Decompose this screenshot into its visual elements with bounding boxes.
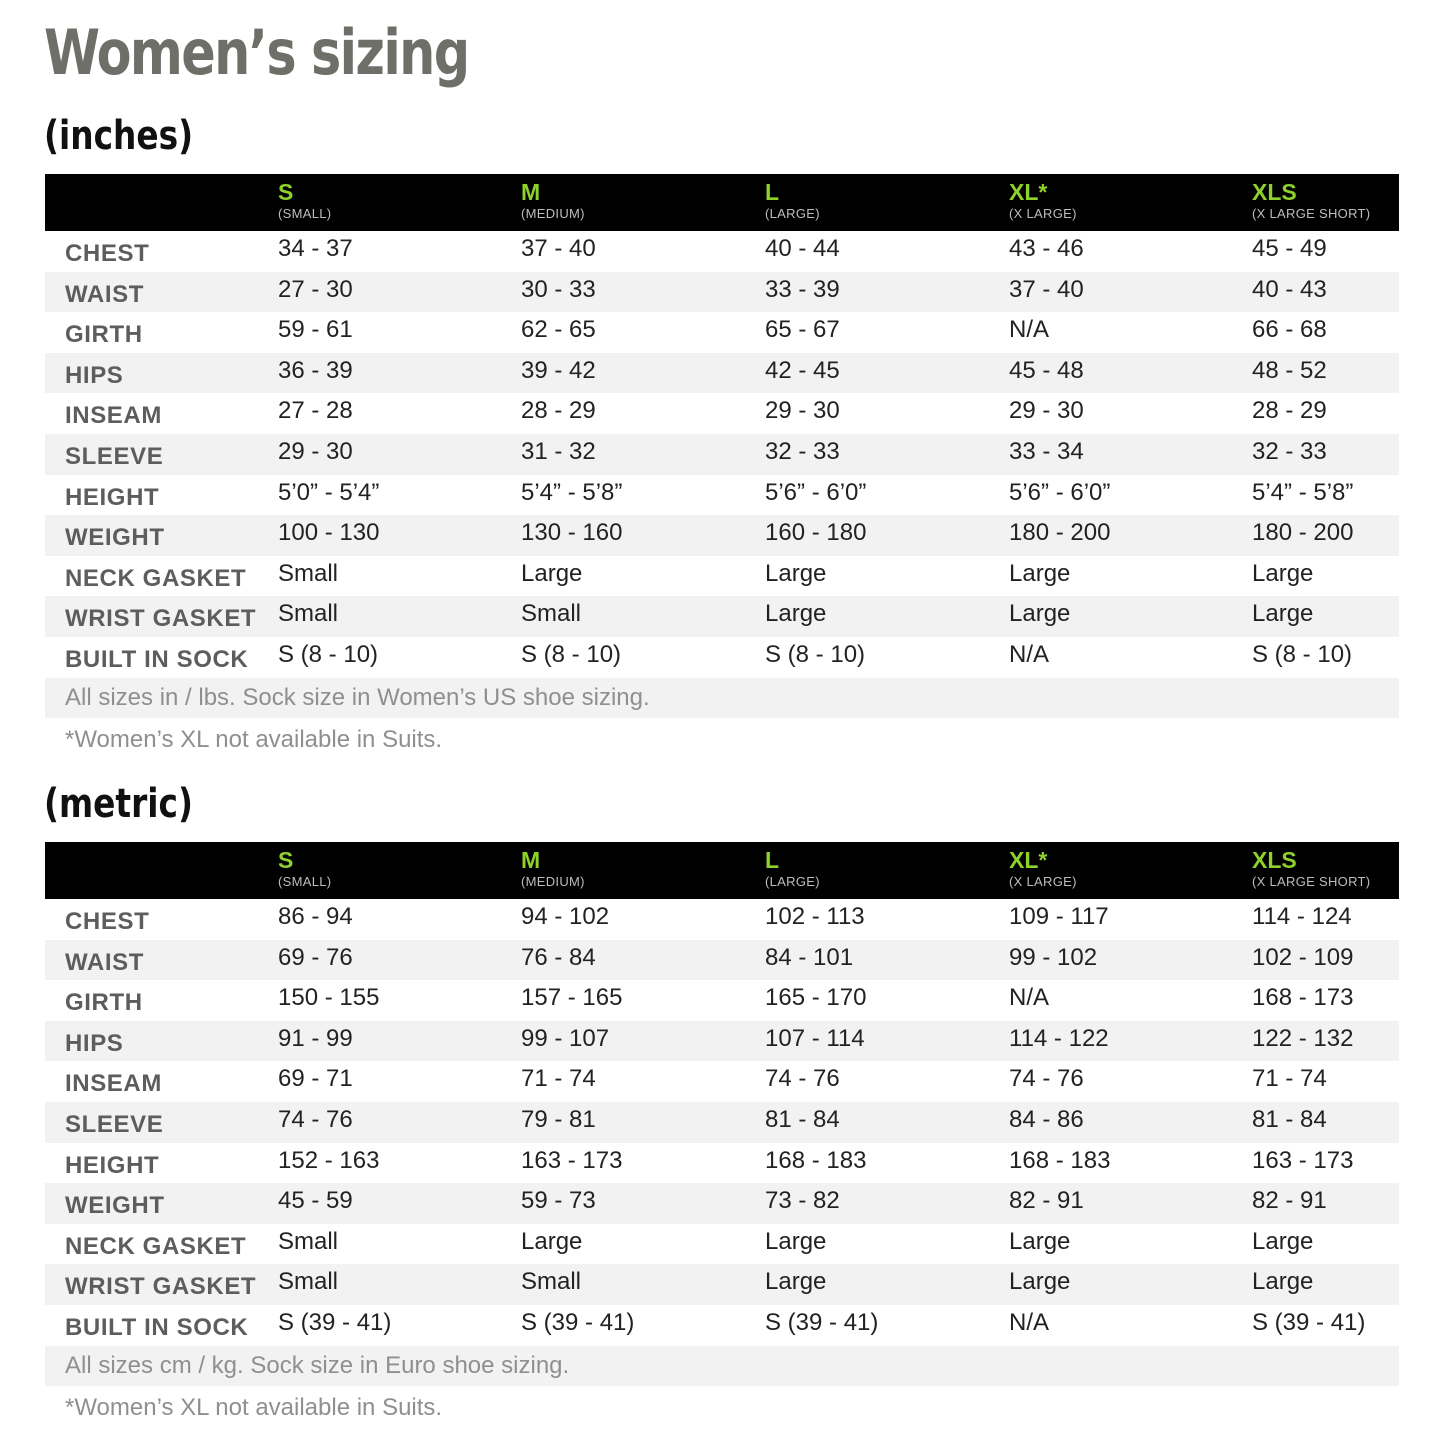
table-row (45, 272, 1399, 313)
table-cell: 81 - 84 (765, 1105, 840, 1133)
table-cell: 79 - 81 (521, 1105, 596, 1133)
row-label: HIPS (65, 1029, 124, 1057)
table-cell: 180 - 200 (1009, 519, 1111, 547)
row-label: CHEST (65, 908, 150, 935)
table-cell: Large (1252, 559, 1314, 587)
table-row (45, 231, 1399, 272)
table-cell: 45 - 48 (1009, 356, 1084, 384)
table-cell: Large (765, 1227, 827, 1255)
table-cell: 122 - 132 (1252, 1024, 1354, 1052)
row-label: SLEEVE (65, 1110, 164, 1138)
table-cell: 160 - 180 (765, 519, 867, 547)
table-row (45, 980, 1399, 1021)
row-label: GIRTH (65, 321, 143, 349)
row-label: WRIST GASKET (65, 1273, 257, 1301)
table-cell: 28 - 29 (521, 397, 596, 425)
table-cell: 150 - 155 (278, 984, 380, 1012)
table-cell: Large (1009, 1227, 1071, 1255)
size-description: (MEDIUM) (521, 206, 585, 221)
table-cell: 29 - 30 (1009, 397, 1084, 425)
table-cell: 29 - 30 (278, 437, 353, 465)
size-table-inches (45, 174, 1399, 718)
table-cell: 84 - 86 (1009, 1105, 1084, 1133)
table-cell: Large (521, 1227, 583, 1255)
table-cell: 74 - 76 (278, 1105, 353, 1133)
size-column-header (521, 847, 585, 891)
table-cell: 29 - 30 (765, 397, 840, 425)
table-cell: Large (1009, 600, 1071, 628)
page-title: Women’s sizing (44, 16, 469, 89)
table-row (45, 1224, 1399, 1265)
table-cell: 71 - 74 (521, 1065, 596, 1093)
size-column-header (521, 179, 585, 223)
table-cell: 5’6” - 6’0” (765, 478, 867, 506)
size-code: XL* (1009, 179, 1048, 205)
table-cell: 59 - 73 (521, 1187, 596, 1215)
table-cell: 157 - 165 (521, 984, 623, 1012)
table-cell: S (39 - 41) (521, 1308, 635, 1336)
table-cell: Small (278, 1268, 339, 1296)
size-code: M (521, 179, 541, 205)
row-label: HEIGHT (65, 483, 160, 511)
table-header (45, 174, 1399, 231)
table-cell: Large (1252, 1268, 1314, 1296)
table-row (45, 899, 1399, 940)
table-row (45, 1305, 1399, 1346)
table-cell: 5’4” - 5’8” (521, 478, 623, 506)
row-label: NECK GASKET (65, 564, 247, 592)
size-description: (MEDIUM) (521, 874, 585, 889)
table-row (45, 637, 1399, 678)
table-cell: 33 - 34 (1009, 437, 1084, 465)
table-cell: 168 - 173 (1252, 984, 1354, 1012)
table-cell: 40 - 43 (1252, 275, 1327, 303)
table-cell: Small (278, 1227, 339, 1255)
footnote-metric: *Women’s XL not available in Suits. (65, 1394, 443, 1421)
table-cell: S (8 - 10) (521, 640, 622, 668)
table-cell: 99 - 102 (1009, 943, 1098, 971)
size-column-header (1252, 847, 1370, 891)
size-description: (LARGE) (765, 874, 820, 889)
table-cell: 168 - 183 (1009, 1146, 1111, 1174)
table-cell: 33 - 39 (765, 275, 840, 303)
table-row (45, 1264, 1399, 1305)
row-label: HEIGHT (65, 1151, 160, 1179)
table-cell: 31 - 32 (521, 437, 596, 465)
table-cell: S (8 - 10) (278, 640, 379, 668)
table-cell: S (39 - 41) (765, 1308, 879, 1336)
table-cell: 5’0” - 5’4” (278, 478, 380, 506)
table-cell: 102 - 113 (765, 903, 865, 930)
size-description: (X LARGE SHORT) (1252, 206, 1371, 221)
table-row (45, 596, 1399, 637)
row-label: INSEAM (65, 402, 162, 430)
table-cell: Large (1009, 1268, 1071, 1296)
table-cell: 36 - 39 (278, 356, 353, 384)
size-description: (SMALL) (278, 206, 332, 221)
table-cell: N/A (1009, 316, 1050, 344)
table-cell: 71 - 74 (1252, 1065, 1327, 1093)
table-note-row (45, 678, 1399, 718)
table-row (45, 434, 1399, 475)
table-cell: Large (521, 559, 583, 587)
size-description: (X LARGE) (1009, 874, 1077, 889)
table-cell: 48 - 52 (1252, 356, 1327, 384)
table-cell: 32 - 33 (1252, 437, 1327, 465)
size-code: XL* (1009, 847, 1048, 873)
table-cell: 27 - 30 (278, 275, 353, 303)
table-row (45, 556, 1399, 597)
table-cell: 76 - 84 (521, 943, 596, 971)
table-cell: 42 - 45 (765, 356, 840, 384)
table-cell: N/A (1009, 984, 1050, 1012)
table-cell: 74 - 76 (1009, 1065, 1084, 1093)
table-cell: 28 - 29 (1252, 397, 1327, 425)
table-cell: S (8 - 10) (1252, 640, 1353, 668)
table-cell: 30 - 33 (521, 275, 596, 303)
size-column-header (765, 179, 820, 223)
table-cell: 99 - 107 (521, 1024, 610, 1052)
table-cell: 168 - 183 (765, 1146, 867, 1174)
table-cell: 100 - 130 (278, 519, 380, 547)
table-cell: 73 - 82 (765, 1187, 840, 1215)
table-cell: 163 - 173 (1252, 1146, 1354, 1174)
table-cell: 43 - 46 (1009, 235, 1084, 262)
row-label: GIRTH (65, 989, 143, 1017)
size-column-header (1009, 179, 1077, 223)
table-cell: 81 - 84 (1252, 1105, 1327, 1133)
size-description: (SMALL) (278, 874, 332, 889)
table-cell: 84 - 101 (765, 943, 854, 971)
table-row (45, 940, 1399, 981)
row-label: WRIST GASKET (65, 605, 257, 633)
table-cell: N/A (1009, 640, 1050, 668)
table-row (45, 1143, 1399, 1184)
table-cell: 165 - 170 (765, 984, 867, 1012)
size-column-header (765, 847, 820, 891)
table-row (45, 353, 1399, 394)
size-description: (LARGE) (765, 206, 820, 221)
table-row (45, 1183, 1399, 1224)
table-cell: Small (278, 600, 339, 628)
table-note-row (45, 1346, 1399, 1386)
table-cell: Large (765, 600, 827, 628)
table-cell: 66 - 68 (1252, 316, 1327, 344)
size-column-header (1252, 179, 1370, 223)
table-cell: 94 - 102 (521, 903, 610, 930)
section-title-inches: (inches) (44, 113, 194, 159)
table-cell: Small (521, 1268, 582, 1296)
table-cell: 152 - 163 (278, 1146, 380, 1174)
size-code: L (765, 847, 780, 873)
table-cell: 5’4” - 5’8” (1252, 478, 1354, 506)
size-code: L (765, 179, 780, 205)
table-cell: 27 - 28 (278, 397, 353, 425)
row-label: SLEEVE (65, 442, 164, 470)
table-cell: 5’6” - 6’0” (1009, 478, 1111, 506)
table-cell: 40 - 44 (765, 235, 840, 262)
table-cell: 130 - 160 (521, 519, 623, 547)
table-cell: 102 - 109 (1252, 943, 1354, 971)
table-cell: 82 - 91 (1252, 1187, 1327, 1215)
table-cell: Large (1009, 559, 1071, 587)
size-table-metric (45, 842, 1399, 1386)
table-cell: S (39 - 41) (278, 1308, 392, 1336)
table-cell: Large (765, 559, 827, 587)
row-label: HIPS (65, 361, 124, 389)
table-row (45, 1061, 1399, 1102)
table-cell: 69 - 76 (278, 943, 353, 971)
row-label: NECK GASKET (65, 1232, 247, 1260)
table-cell: 37 - 40 (1009, 275, 1084, 303)
table-row (45, 475, 1399, 516)
table-cell: 37 - 40 (521, 235, 596, 262)
table-row (45, 393, 1399, 434)
table-cell: 45 - 49 (1252, 235, 1327, 262)
row-label: BUILT IN SOCK (65, 645, 249, 673)
row-label: BUILT IN SOCK (65, 1313, 249, 1341)
size-code: M (521, 847, 541, 873)
table-cell: S (8 - 10) (765, 640, 866, 668)
section-title-metric: (metric) (44, 781, 193, 827)
table-cell: 114 - 122 (1009, 1024, 1109, 1052)
table-cell: 59 - 61 (278, 316, 353, 344)
row-label: WAIST (65, 948, 144, 976)
footnote-inches: *Women’s XL not available in Suits. (65, 726, 443, 753)
table-row (45, 1021, 1399, 1062)
table-cell: Small (521, 600, 582, 628)
table-cell: 34 - 37 (278, 235, 353, 262)
table-cell: 69 - 71 (278, 1065, 353, 1093)
size-description: (X LARGE) (1009, 206, 1077, 221)
table-cell: 91 - 99 (278, 1024, 353, 1052)
row-label: WEIGHT (65, 1192, 165, 1220)
table-cell: Large (765, 1268, 827, 1296)
table-row (45, 515, 1399, 556)
row-label: INSEAM (65, 1070, 162, 1098)
table-cell: 62 - 65 (521, 316, 596, 344)
table-cell: S (39 - 41) (1252, 1308, 1366, 1336)
size-code: XLS (1252, 847, 1297, 873)
row-label: WEIGHT (65, 524, 165, 552)
table-note: All sizes cm / kg. Sock size in Euro shoe sizing. (65, 1351, 570, 1379)
table-cell: 109 - 117 (1009, 903, 1109, 930)
table-note: All sizes in / lbs. Sock size in Women’s US shoe sizing. (65, 683, 650, 711)
table-cell: 82 - 91 (1009, 1187, 1084, 1215)
table-header (45, 842, 1399, 899)
table-cell: Small (278, 559, 339, 587)
table-cell: 86 - 94 (278, 903, 353, 930)
table-cell: 114 - 124 (1252, 903, 1352, 930)
row-label: WAIST (65, 280, 144, 308)
size-column-header (278, 179, 331, 223)
table-cell: Large (1252, 1227, 1314, 1255)
table-row (45, 1102, 1399, 1143)
table-cell: 32 - 33 (765, 437, 840, 465)
table-cell: 39 - 42 (521, 356, 596, 384)
table-cell: 180 - 200 (1252, 519, 1354, 547)
table-cell: 107 - 114 (765, 1024, 865, 1052)
table-cell: 163 - 173 (521, 1146, 623, 1174)
table-cell: 45 - 59 (278, 1187, 353, 1215)
size-description: (X LARGE SHORT) (1252, 874, 1371, 889)
size-code: XLS (1252, 179, 1297, 205)
table-cell: N/A (1009, 1308, 1050, 1336)
size-column-header (278, 847, 331, 891)
row-label: CHEST (65, 240, 150, 267)
table-cell: 74 - 76 (765, 1065, 840, 1093)
table-row (45, 312, 1399, 353)
size-code: S (278, 179, 294, 205)
size-code: S (278, 847, 294, 873)
table-cell: Large (1252, 600, 1314, 628)
size-column-header (1009, 847, 1077, 891)
table-cell: 65 - 67 (765, 316, 840, 344)
